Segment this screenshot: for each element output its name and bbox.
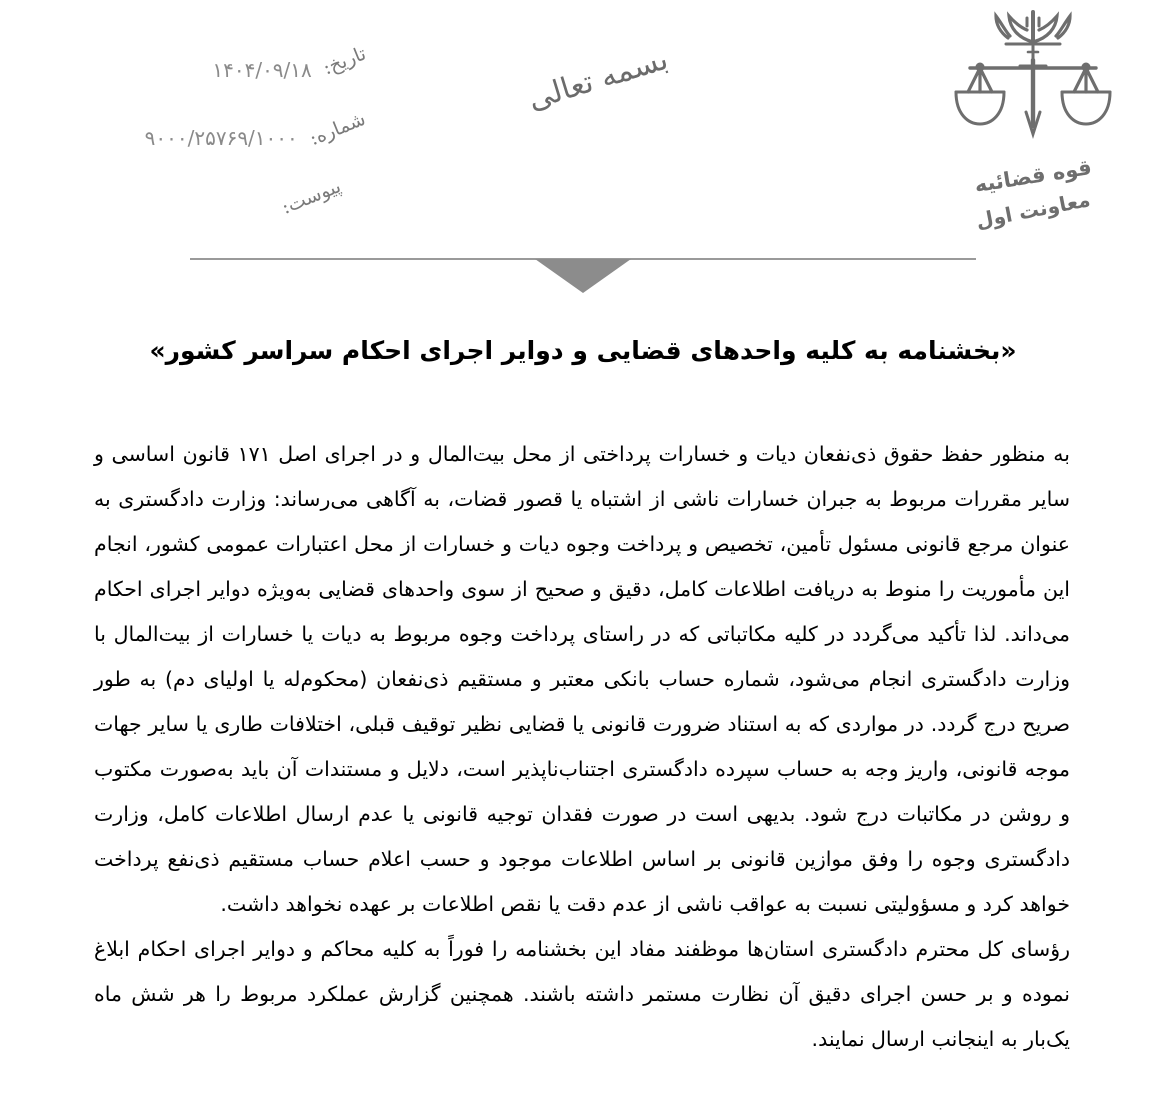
number-value: ۹۰۰۰/۲۵۷۶۹/۱۰۰۰ — [144, 126, 298, 150]
date-label: تاریخ: — [319, 42, 369, 80]
page-title: «بخشنامه به کلیه واحدهای قضایی و دوایر اجرای احکام سراسر کشور» — [149, 336, 1017, 365]
date-row — [66, 42, 369, 116]
attachment-value — [270, 184, 280, 194]
number-row — [66, 107, 369, 184]
basmala-text: بسمه تعالی — [523, 41, 673, 118]
body-paragraph: رؤسای کل محترم دادگستری استان‌ها موظفند مفاد این بخشنامه را فوراً به کلیه محاکم و دوایر اجرای احکام ابلاغ نموده و بر حسن اجرای دقیق آن نظارت مستمر داشته باشند. همچنین گزارش عملکرد مربوط را هر شش ماه یک‌بار به اینجانب ارسال نمایند. — [94, 937, 1070, 1051]
attachment-label: پیوست: — [278, 175, 345, 219]
department-name: معاونت اول — [973, 187, 1093, 233]
number-label: شماره: — [306, 107, 369, 151]
iran-judiciary-emblem-icon — [948, 8, 1118, 158]
chevron-down-icon — [535, 259, 631, 293]
document-body — [94, 432, 1070, 1062]
letterhead-meta-fields — [66, 42, 369, 252]
body-paragraph: به منظور حفظ حقوق ذی‌نفعان دیات و خسارات پرداختی از محل بیت‌المال و در اجرای اصل ۱۷۱ قانون اساسی و سایر مقررات مربوط به جبران خسارات ناشی از اشتباه یا قصور قضات، به آگاهی می‌رساند: وزارت دادگستری به عنوان مرجع قانونی مسئول تأمین، تخصیص و پرداخت وجوه دیات و خسارات از محل اعتبارات عمومی کشور، انجام این مأموریت را منوط به دریافت اطلاعات کامل، دقیق و صحیح از سوی واحدهای قضایی به‌ویژه دوایر اجرای احکام می‌داند. لذا تأکید می‌گردد در کلیه مکاتباتی که در راستای پرداخت وجوه مربوط به دیات یا خسارات از بیت‌المال با وزارت دادگستری انجام می‌شود، شماره حساب بانکی معتبر و مستقیم ذی‌نفعان (محکوم‌له یا اولیای دم) به طور صریح درج گردد. در مواردی که به استناد ضرورت قانونی یا قضایی نظیر توقیف قبلی، اختلافات طاری یا سایر جهات موجه قانونی، واریز وجه به حساب سپرده دادگستری اجتناب‌ناپذیر است، دلایل و مستندات آن باید به‌صورت مکتوب و روشن در مکاتبات درج شود. بدیهی است در صورت فقدان توجیه قانونی یا عدم ارسال اطلاعات کامل، وزارت دادگستری وجوه را وفق موازین قانونی بر اساس اطلاعات موجود و حسب اعلام حساب مستقیم ذی‌نفع پرداخت خواهد کرد و مسؤولیتی نسبت به عواقب ناشی از عدم دقت یا نقص اطلاعات بر عهده نخواهد داشت. — [94, 442, 1070, 916]
letterhead-divider — [190, 250, 976, 296]
organization-name: قوه قضائیه — [972, 154, 1094, 198]
date-value: ۱۴۰۴/۰۹/۱۸ — [212, 58, 312, 82]
attachment-row — [66, 175, 366, 252]
letterhead-emblem-block — [918, 8, 1148, 253]
